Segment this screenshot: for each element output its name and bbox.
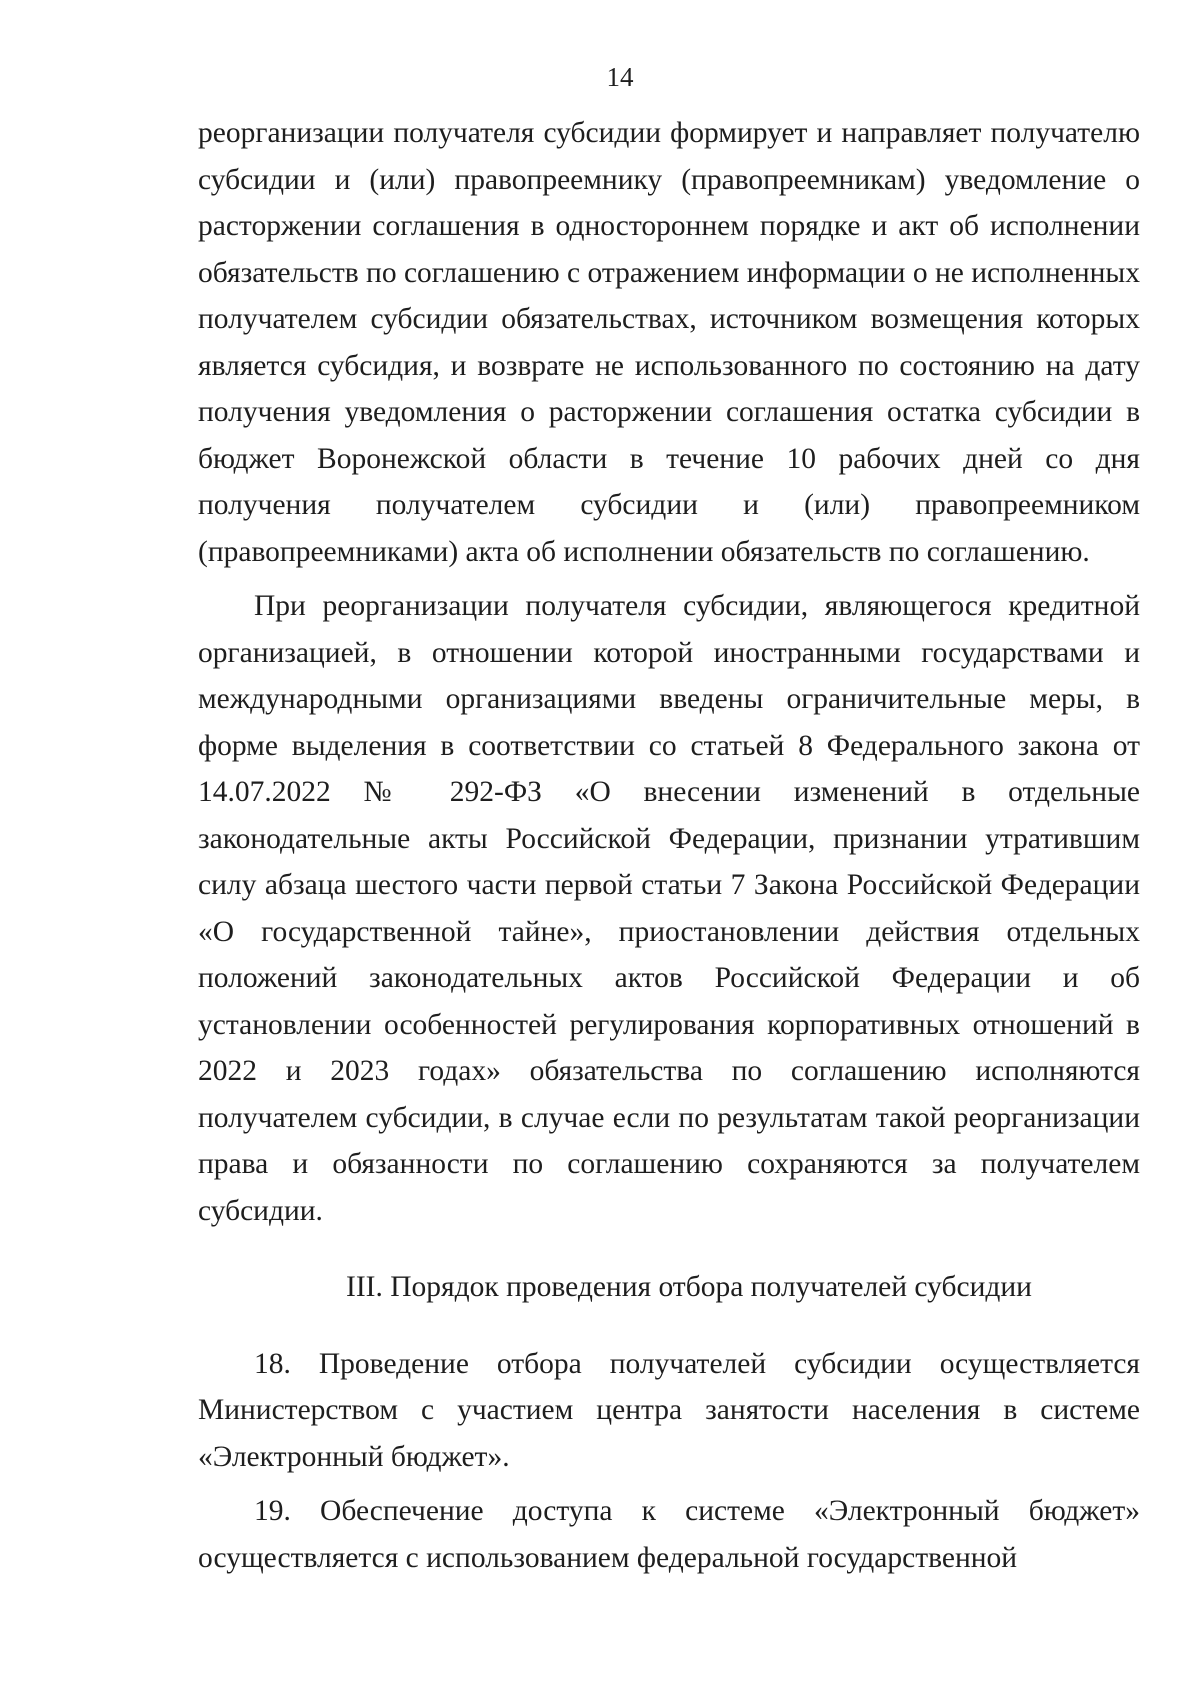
numbered-item-18: 18. Проведение отбора получателей субсидии осуществляется Министерством с участием центра занятости населения в системе «Электронный бюджет». (198, 1347, 1140, 1473)
numbered-item-19: 19. Обеспечение доступа к системе «Электронный бюджет» осуществляется с использованием федеральной государственной (198, 1495, 1140, 1574)
paragraph-credit-organization-reorganization: При реорганизации получателя субсидии, являющегося кредитной организацией, в отношении которой иностранными государствами и международными организациями введены ограничительные меры, в форме выделения в соответствии со статьей 8 Федерального закона от 14.07.2022 № 292-ФЗ «О внесении изменений в отдельные законодательные акты Российской Федерации, признании утратившим силу абзаца шестого части первой статьи 7 Закона Российской Федерации «О государственной тайне», приостановлении действия отдельных положений законодательных актов Российской Федерации и об установлении особенностей регулирования корпоративных отношений в 2022 и 2023 годах» обязательства по соглашению исполняются получателем субсидии, в случае если по результатам такой реорганизации права и обязанности по соглашению сохраняются за получателем субсидии. (198, 590, 1140, 1227)
section-heading: III. Порядок проведения отбора получателей субсидии (346, 1271, 1032, 1303)
page-number: 14 (606, 62, 634, 92)
paragraph-reorganization-termination: реорганизации получателя субсидии формирует и направляет получателю субсидии и (или) правопреемнику (правопреемникам) уведомление о расторжении соглашения в одностороннем порядке и акт об исполнении обязательств по соглашению с отражением информации о не исполненных получателем субсидии обязательствах, источником возмещения которых является субсидия, и возврате не использованного по состоянию на дату получения уведомления о расторжении соглашения остатка субсидии в бюджет Воронежской области в течение 10 рабочих дней со дня получения получателем субсидии и (или) правопреемником (правопреемниками) акта об исполнении обязательств по соглашению. (198, 117, 1140, 568)
document-body (198, 110, 1140, 1581)
